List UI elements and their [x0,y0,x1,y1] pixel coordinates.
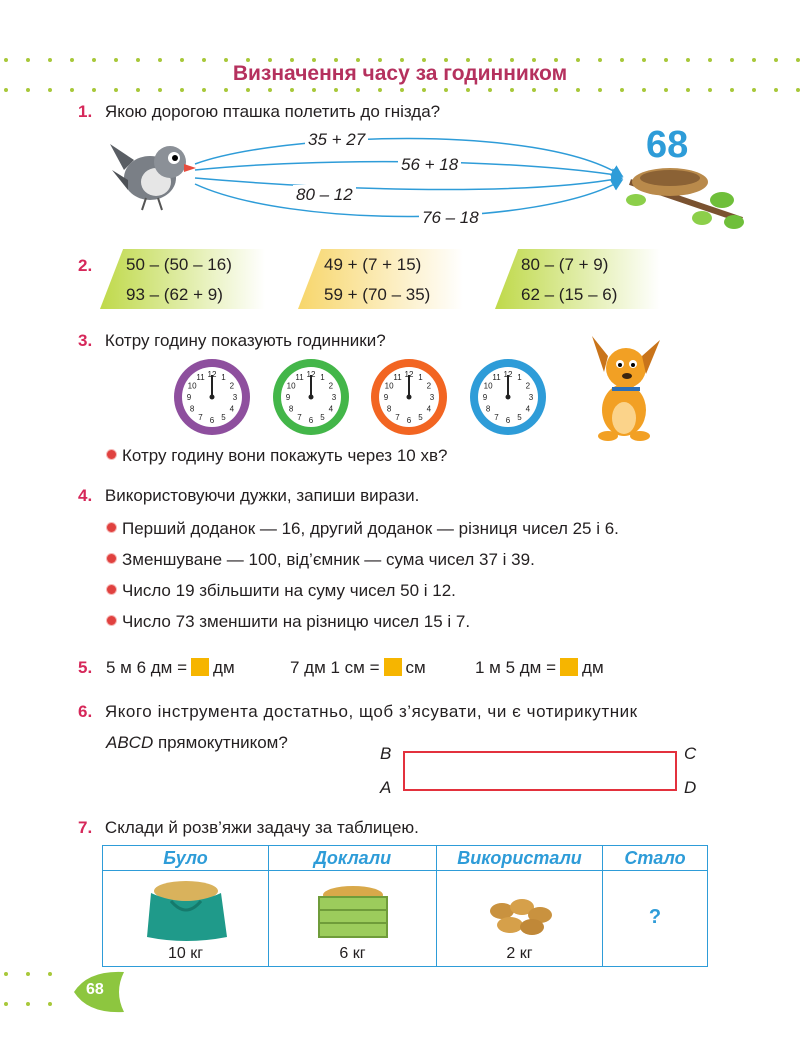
vertex-d: D [684,778,697,797]
path-label-3: 80 – 12 [293,185,356,205]
unknown-value: ? [648,905,662,928]
task2-expression: 93 – (62 + 9) [126,285,223,304]
task4-item-text: Перший доданок — 16, другий доданок — різниця чисел 25 і 6. [122,519,619,538]
svg-text:4: 4 [328,404,334,414]
svg-text:6: 6 [209,416,215,425]
task5-item-unit: дм [582,658,604,677]
task5-item-left: 1 м 5 дм = [475,658,557,677]
task5-number: 5. [78,658,93,677]
page-number: 68 [86,981,104,998]
svg-text:5: 5 [320,412,325,422]
paths-diagram [190,128,630,230]
svg-text:6: 6 [308,416,314,425]
svg-text:6: 6 [406,416,412,425]
task2-expression: 50 – (50 – 16) [126,255,232,274]
task6-question: Якого інструмента достатньо, щоб з’ясувати, чи є чотирикутник [104,702,638,721]
task3-line [78,331,386,351]
task5-item-unit: см [405,658,426,677]
task1-question: Якою дорогою пташка полетить до гнізда? [104,102,441,121]
svg-text:10: 10 [187,381,197,391]
table-header: Було [103,846,269,871]
task6-number: 6. [78,702,93,721]
svg-text:7: 7 [494,412,499,422]
task7-table [102,845,708,967]
svg-text:11: 11 [492,373,501,383]
task5-item-1 [106,658,235,678]
task3-number: 3. [78,331,93,350]
svg-text:2: 2 [229,381,235,391]
task4-item-text: Число 73 зменшити на різницю чисел 15 і 7. [122,612,471,631]
svg-text:11: 11 [393,373,402,383]
task4-item-text: Число 19 збільшити на суму чисел 50 і 12. [122,581,456,600]
clock-face-icon [468,357,548,437]
task5-item-unit: дм [213,658,235,677]
svg-text:9: 9 [482,393,488,402]
svg-text:10: 10 [286,381,296,391]
svg-text:2: 2 [426,381,432,391]
svg-text:7: 7 [198,412,203,422]
task2-number: 2. [78,256,93,275]
bullet-icon [106,553,117,564]
answer-box[interactable] [384,658,402,676]
svg-text:5: 5 [517,412,522,422]
svg-text:4: 4 [229,404,235,414]
svg-text:8: 8 [386,404,392,414]
task4-item [106,581,456,601]
clock-face-icon [369,357,449,437]
task4-item-text: Зменшуване — 100, від’ємник — сума чисел 37 і 39. [122,550,535,569]
svg-text:1: 1 [320,373,325,383]
value-vykorystaly: 2 кг [506,945,533,962]
task6-line2 [106,733,288,753]
svg-text:1: 1 [517,373,522,383]
path-label-1: 35 + 27 [305,130,368,150]
table-cell-vykorystaly [437,871,603,967]
task7-number: 7. [78,818,93,837]
table-header: Доклали [269,846,437,871]
bullet-icon [106,584,117,595]
svg-text:3: 3 [429,393,435,402]
task4-number: 4. [78,486,93,505]
table-cell-bulo [103,871,269,967]
svg-text:1: 1 [418,373,423,383]
bird-illustration [108,130,198,212]
svg-text:2: 2 [525,381,531,391]
task7-line [78,818,419,838]
task3-followup [106,446,447,466]
table-cell-stalo [603,871,708,967]
task4-question: Використовуючи дужки, запиши вирази. [104,486,420,505]
table-header: Використали [437,846,603,871]
task5-item-2 [290,658,426,678]
svg-text:12: 12 [404,370,414,379]
value-doklaly: 6 кг [339,945,366,962]
svg-text:8: 8 [288,404,294,414]
svg-text:4: 4 [525,404,531,414]
clock-face-icon [172,357,252,437]
svg-text:1: 1 [221,373,226,383]
task3-question: Котру годину показують годинники? [104,331,386,350]
vertex-a: A [380,778,392,797]
vertex-b: B [380,744,392,763]
svg-text:2: 2 [328,381,334,391]
bullet-icon [106,522,117,533]
svg-text:11: 11 [295,373,304,383]
task2-expression: 49 + (7 + 15) [324,255,422,274]
path-label-2: 56 + 18 [398,155,461,175]
svg-text:5: 5 [418,412,423,422]
path-label-4: 76 – 18 [419,208,482,228]
dog-illustration [586,332,666,442]
value-bulo: 10 кг [167,945,204,962]
task2-expression: 59 + (70 – 35) [324,285,431,304]
decorative-dots-bottom [0,966,70,1012]
task4-item [106,550,535,570]
answer-box[interactable] [191,658,209,676]
svg-text:12: 12 [207,370,217,379]
svg-text:5: 5 [221,412,226,422]
rectangle-abcd [403,751,677,791]
bullet-icon [106,615,117,626]
svg-text:8: 8 [485,404,491,414]
bullet-icon [106,449,117,460]
task3-followup-text: Котру годину вони покажуть через 10 хв? [122,446,448,465]
page-title: Визначення часу за годинником [232,62,568,85]
answer-box[interactable] [560,658,578,676]
nest-illustration [622,160,752,232]
vertex-c: C [684,744,697,763]
task4-item [106,519,619,539]
svg-text:9: 9 [285,393,291,402]
task5-item-3 [475,658,604,678]
svg-text:12: 12 [306,370,316,379]
potatoes-icon [480,893,560,939]
svg-text:10: 10 [483,381,493,391]
potato-sack-icon [141,879,231,943]
svg-text:8: 8 [189,404,195,414]
svg-text:9: 9 [186,393,192,402]
svg-text:12: 12 [503,370,513,379]
potato-crate-icon [313,883,393,941]
task5-item-left: 5 м 6 дм = [106,658,188,677]
svg-text:3: 3 [331,393,337,402]
table-header: Стало [603,846,708,871]
task1-line [78,102,440,122]
svg-text:7: 7 [297,412,302,422]
table-cell-doklaly [269,871,437,967]
clock-face-icon [271,357,351,437]
svg-text:6: 6 [505,416,511,425]
svg-text:7: 7 [395,412,400,422]
task5-item-left: 7 дм 1 см = [290,658,380,677]
nest-number: 68 [646,124,689,166]
task2-expression: 80 – (7 + 9) [521,255,609,274]
svg-text:9: 9 [383,393,389,402]
svg-text:4: 4 [426,404,432,414]
svg-text:3: 3 [232,393,238,402]
task6-line2-rest: прямокутником? [153,733,288,752]
task2-expression: 62 – (15 – 6) [521,285,618,304]
svg-text:3: 3 [528,393,534,402]
task6-line [78,702,708,722]
task1-number: 1. [78,102,93,121]
svg-text:11: 11 [196,373,205,383]
task7-question: Склади й розв’яжи задачу за таблицею. [104,818,419,837]
task6-abcd: ABCD [106,733,154,752]
task4-item [106,612,470,632]
svg-text:10: 10 [384,381,394,391]
task4-line [78,486,419,506]
